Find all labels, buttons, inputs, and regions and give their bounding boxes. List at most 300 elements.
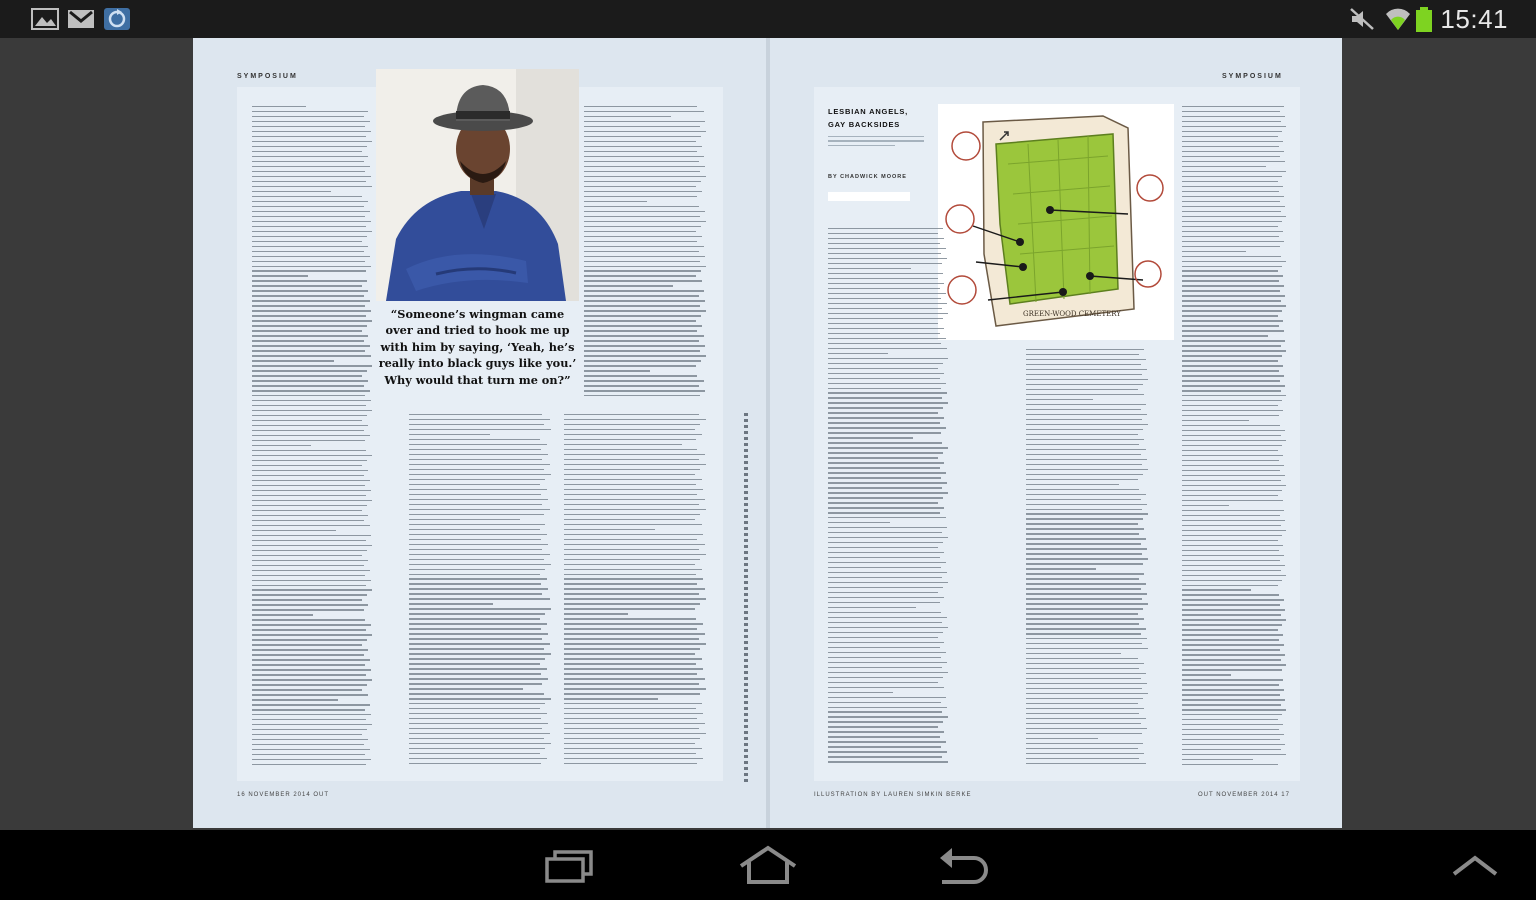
text-line (828, 612, 941, 613)
text-line (1182, 550, 1279, 551)
text-line (564, 688, 706, 689)
text-line (252, 246, 368, 247)
text-line (1026, 543, 1141, 544)
text-line (1026, 583, 1146, 584)
text-line (252, 455, 372, 456)
text-line (564, 429, 695, 430)
text-line (828, 263, 942, 264)
text-line (828, 667, 942, 668)
text-line (252, 166, 370, 167)
text-line (409, 633, 548, 634)
text-line (252, 599, 362, 600)
battery-fill (1416, 10, 1432, 32)
text-line (564, 708, 696, 709)
text-line (828, 527, 947, 528)
text-line (252, 385, 364, 386)
gallery-notification-icon (31, 6, 59, 32)
text-line (252, 126, 365, 127)
text-line (564, 728, 699, 729)
text-line (1182, 131, 1282, 132)
text-line (1182, 669, 1282, 670)
text-line (1026, 489, 1139, 490)
text-line (828, 687, 944, 688)
text-line (409, 554, 550, 555)
text-line (828, 637, 938, 638)
text-line (584, 380, 704, 381)
text-line (564, 698, 658, 699)
article-deck (828, 136, 924, 162)
navigation-bar (0, 830, 1536, 900)
text-line (564, 683, 699, 684)
text-line (252, 216, 365, 217)
text-line (1182, 310, 1282, 311)
text-line (252, 659, 370, 660)
text-line (1182, 186, 1283, 187)
text-line (828, 617, 947, 618)
text-line (828, 716, 948, 717)
text-line (828, 692, 893, 693)
text-line (828, 283, 944, 284)
text-line (409, 464, 550, 465)
text-line (1026, 523, 1138, 524)
text-line (409, 638, 542, 639)
text-line (409, 733, 550, 734)
text-line (828, 487, 942, 488)
text-line (1182, 116, 1285, 117)
text-line (409, 668, 547, 669)
text-line (252, 355, 371, 356)
text-line (252, 530, 336, 531)
text-line (252, 325, 367, 326)
text-line (1026, 528, 1144, 529)
text-line (252, 261, 365, 262)
text-line (409, 514, 544, 515)
text-line (828, 333, 940, 334)
text-line (564, 628, 697, 629)
text-line (564, 583, 697, 584)
text-line (1182, 221, 1282, 222)
text-line (1182, 729, 1279, 730)
text-line (584, 280, 702, 281)
text-line (564, 444, 682, 445)
text-line (1182, 535, 1282, 536)
text-line (1182, 360, 1278, 361)
text-line (828, 607, 916, 608)
text-line (409, 439, 540, 440)
section-label-right: SYMPOSIUM (1222, 73, 1283, 80)
text-line (252, 315, 366, 316)
text-line (1182, 216, 1286, 217)
text-line (409, 748, 545, 749)
text-line (828, 348, 947, 349)
text-line (252, 739, 368, 740)
text-line (828, 746, 941, 747)
text-line (252, 420, 362, 421)
text-line (828, 303, 947, 304)
text-line (252, 111, 368, 112)
text-line (828, 502, 938, 503)
text-line (1026, 628, 1146, 629)
text-line (409, 474, 551, 475)
text-line (252, 490, 371, 491)
text-line (1182, 614, 1281, 615)
text-line (252, 365, 372, 366)
text-line (252, 729, 367, 730)
text-line (1182, 594, 1279, 595)
text-line (409, 658, 545, 659)
text-line (409, 564, 551, 565)
text-line (1026, 598, 1142, 599)
text-line (252, 141, 372, 142)
text-line (828, 726, 938, 727)
text-line (252, 206, 364, 207)
text-line (409, 758, 547, 759)
text-line (564, 504, 699, 505)
text-line (1182, 236, 1279, 237)
text-line (252, 594, 367, 595)
text-line (564, 623, 703, 624)
text-line (1182, 674, 1231, 675)
text-line (252, 171, 365, 172)
text-line (252, 714, 371, 715)
text-line (564, 643, 706, 644)
text-line (828, 672, 948, 673)
text-line (252, 231, 372, 232)
text-line (1026, 349, 1144, 350)
text-line (1182, 385, 1285, 386)
illustration-credit: ILLUSTRATION BY LAUREN SIMKIN BERKE (814, 792, 972, 798)
text-line (564, 489, 703, 490)
text-line (584, 211, 705, 212)
text-line (252, 370, 367, 371)
text-line (828, 412, 938, 413)
text-line (584, 315, 701, 316)
text-line (1182, 161, 1285, 162)
text-line (1026, 449, 1146, 450)
text-line (828, 597, 944, 598)
text-line (252, 470, 368, 471)
text-line (828, 462, 944, 463)
text-line (564, 613, 628, 614)
text-line (409, 549, 542, 550)
text-line (1026, 399, 1093, 400)
text-line (252, 754, 365, 755)
text-line (828, 532, 942, 533)
text-line (584, 121, 705, 122)
text-line (252, 280, 367, 281)
text-line (828, 677, 943, 678)
text-line (828, 472, 946, 473)
text-line (828, 323, 938, 324)
text-line (1026, 558, 1148, 559)
text-line (584, 251, 699, 252)
text-line (1182, 714, 1282, 715)
map-label: GREEN-WOOD CEMETERY (1023, 310, 1121, 318)
text-line (1182, 500, 1283, 501)
text-line (564, 434, 702, 435)
text-line (252, 201, 368, 202)
text-line (1182, 191, 1279, 192)
text-line (1182, 664, 1286, 665)
text-line (409, 509, 550, 510)
text-line (1026, 379, 1148, 380)
text-line (828, 537, 948, 538)
text-line (584, 181, 701, 182)
text-line (1182, 280, 1279, 281)
text-line (409, 489, 547, 490)
text-line (409, 688, 523, 689)
text-line (252, 495, 366, 496)
text-line (1182, 639, 1279, 640)
text-line (252, 704, 370, 705)
text-line (828, 273, 943, 274)
text-line (564, 618, 696, 619)
text-line (252, 724, 372, 725)
text-line (409, 673, 541, 674)
text-line (1026, 394, 1144, 395)
text-line (252, 649, 368, 650)
text-line (1182, 709, 1286, 710)
text-line (584, 176, 706, 177)
text-line (828, 492, 948, 493)
text-line (252, 525, 370, 526)
text-line (252, 764, 366, 765)
text-line (1026, 638, 1147, 639)
article-byline: BY CHADWICK MOORE (828, 174, 907, 180)
text-line (1182, 694, 1280, 695)
text-line (584, 201, 647, 202)
text-line (409, 559, 544, 560)
text-line (1182, 505, 1229, 506)
pull-quote: “Someone’s wingman came over and tried to hook me up with him by saying, ‘Yeah, he’s really into black guys like you.’ Why would that turn me on?” (378, 307, 577, 387)
text-line (584, 111, 704, 112)
text-line (252, 719, 366, 720)
text-line (828, 358, 948, 359)
text-line (1026, 479, 1138, 480)
text-line (1182, 470, 1280, 471)
text-line (252, 121, 370, 122)
text-line (409, 728, 542, 729)
text-line (564, 743, 695, 744)
text-line (252, 664, 365, 665)
text-line (584, 295, 699, 296)
left-page[interactable] (193, 38, 766, 828)
wifi-icon (1384, 6, 1412, 32)
text-line (252, 390, 370, 391)
text-line (252, 320, 372, 321)
text-line (828, 741, 946, 742)
sync-notification-icon (103, 6, 131, 32)
text-line (828, 577, 942, 578)
text-line (409, 534, 547, 535)
text-line (252, 186, 372, 187)
text-line (564, 439, 696, 440)
right-folio: OUT NOVEMBER 2014 17 (1198, 792, 1290, 798)
text-line (252, 734, 362, 735)
text-line (252, 520, 364, 521)
text-line (1182, 370, 1279, 371)
text-line (1026, 603, 1148, 604)
text-line (828, 343, 941, 344)
text-line (409, 653, 551, 654)
text-line (828, 662, 947, 663)
text-line (1182, 241, 1284, 242)
text-line (1026, 608, 1143, 609)
right-page[interactable] (770, 38, 1342, 828)
text-line (409, 454, 548, 455)
text-line (1182, 654, 1285, 655)
text-line (409, 444, 547, 445)
text-line (564, 693, 700, 694)
text-line (828, 447, 948, 448)
text-line (584, 221, 706, 222)
text-line (252, 505, 367, 506)
text-line (1026, 484, 1119, 485)
text-line (828, 572, 947, 573)
text-line (584, 290, 704, 291)
text-line (564, 499, 705, 500)
text-line (828, 437, 913, 438)
text-line (828, 522, 890, 523)
text-line (1026, 663, 1144, 664)
text-line (252, 415, 367, 416)
text-line (1026, 429, 1143, 430)
text-line (252, 285, 362, 286)
text-line (828, 268, 911, 269)
text-line (584, 261, 700, 262)
text-line (252, 350, 365, 351)
recent-apps-icon[interactable] (537, 842, 607, 888)
text-line (1182, 380, 1280, 381)
text-line (1182, 565, 1285, 566)
home-icon[interactable] (733, 842, 803, 888)
text-line (252, 565, 364, 566)
text-line (564, 663, 696, 664)
text-line (1026, 499, 1141, 500)
text-line (1026, 369, 1147, 370)
text-line (828, 721, 943, 722)
text-line (409, 598, 550, 599)
text-line (1026, 573, 1144, 574)
text-line (828, 632, 943, 633)
text-line (564, 633, 705, 634)
text-line (409, 618, 540, 619)
text-line (252, 644, 362, 645)
left-page-column-2-bottom (409, 414, 551, 772)
text-line (564, 578, 703, 579)
text-line (1182, 126, 1286, 127)
text-line (409, 698, 551, 699)
text-line (1026, 698, 1143, 699)
byline-rule-box (828, 192, 910, 201)
text-line (1026, 633, 1141, 634)
text-line (564, 449, 697, 450)
text-line (828, 707, 947, 708)
text-line (584, 365, 696, 366)
text-line (409, 718, 541, 719)
text-line (1026, 653, 1121, 654)
text-line (584, 131, 706, 132)
text-line (409, 743, 551, 744)
text-line (828, 407, 943, 408)
text-line (1182, 196, 1284, 197)
text-line (584, 340, 699, 341)
text-line (252, 290, 368, 291)
text-line (252, 440, 365, 441)
text-line (564, 559, 700, 560)
text-line (564, 723, 705, 724)
text-line (252, 131, 371, 132)
text-line (1182, 599, 1284, 600)
text-line (1182, 460, 1279, 461)
text-line (409, 414, 542, 415)
text-line (584, 275, 696, 276)
text-line (409, 678, 548, 679)
text-line (1182, 415, 1279, 416)
text-line (1026, 673, 1146, 674)
text-line (828, 238, 944, 239)
text-line (252, 480, 370, 481)
text-line (1026, 668, 1139, 669)
text-line (564, 454, 705, 455)
text-line (1026, 504, 1147, 505)
text-line (1182, 111, 1280, 112)
text-line (828, 378, 940, 379)
text-line (1182, 510, 1284, 511)
text-line (409, 608, 551, 609)
article-headline: LESBIAN ANGELS, GAY BACKSIDES (828, 107, 909, 129)
text-line (584, 146, 702, 147)
text-line (584, 370, 650, 371)
back-icon[interactable] (928, 842, 998, 888)
text-line (1026, 509, 1142, 510)
text-line (409, 519, 520, 520)
text-line (828, 392, 947, 393)
text-line (1182, 440, 1286, 441)
text-line (1026, 464, 1142, 465)
text-line (252, 510, 362, 511)
text-line (1182, 231, 1283, 232)
text-line (564, 648, 700, 649)
text-line (564, 549, 699, 550)
text-line (828, 682, 938, 683)
photo-man-in-fedora (376, 69, 579, 301)
text-line (409, 693, 544, 694)
text-line (564, 484, 696, 485)
text-line (828, 562, 946, 563)
text-line (409, 648, 544, 649)
menu-up-icon[interactable] (1440, 842, 1510, 888)
text-line (564, 598, 706, 599)
text-line (1182, 724, 1283, 725)
text-line (1182, 355, 1282, 356)
text-line (584, 375, 697, 376)
text-line (252, 136, 366, 137)
text-line (252, 585, 366, 586)
text-line (1182, 699, 1285, 700)
text-line (584, 355, 706, 356)
text-line (1026, 708, 1144, 709)
text-line (1026, 354, 1139, 355)
left-folio: 16 NOVEMBER 2014 OUT (237, 792, 330, 798)
text-line (252, 550, 367, 551)
magazine-reader[interactable] (0, 38, 1536, 830)
text-line (584, 141, 696, 142)
text-line (409, 484, 540, 485)
text-line (1026, 648, 1148, 649)
text-line (252, 345, 370, 346)
text-line (828, 253, 941, 254)
